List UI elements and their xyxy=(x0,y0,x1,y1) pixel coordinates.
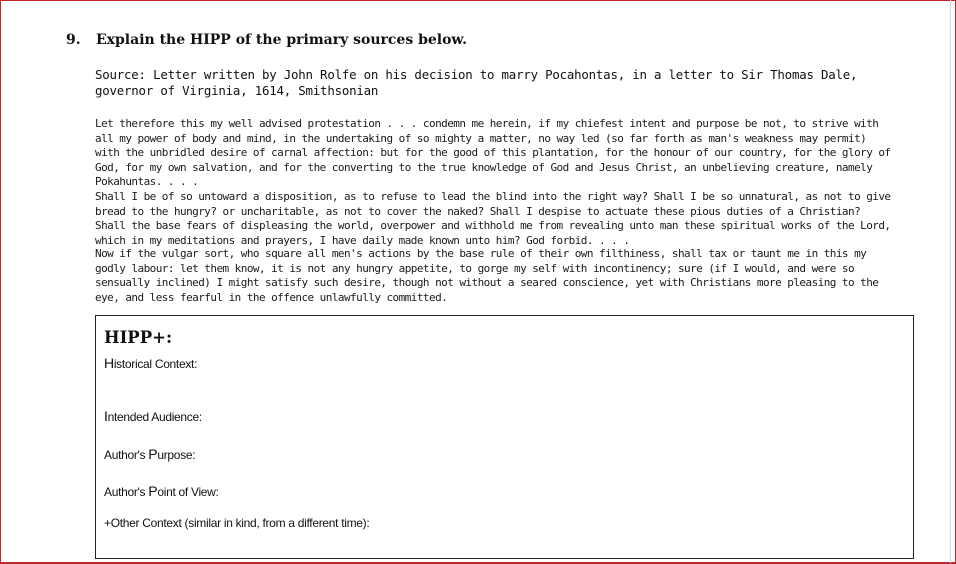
hipp-worksheet-box xyxy=(95,315,914,559)
authors-purpose-field[interactable] xyxy=(104,446,195,462)
purpose-label: urpose: xyxy=(157,448,196,462)
source-citation: Source: Letter written by John Rolfe on his decision to marry Pocahontas, in a letter to Sir Thomas Dale, governor of Virginia, 1614, Smithsonian xyxy=(95,67,858,98)
letter-paragraph-3: Now if the vulgar sort, who square all men's actions by the base rule of their own filthiness, shall tax or taunt me in this my godly labour: let them know, it is not any hungry appetite, to gorge my self with incontinency; sure (if I would, and were so sensually inclined) I might satisfy such desire, though not without a seared conscience, yet with Christians more pleasing to the eye, and less fearful in the offence unlawfully committed. xyxy=(95,247,879,304)
letter-paragraph-1: Let therefore this my well advised protestation . . . condemn me herein, if my chiefest intent and purpose be not, to strive with all my power of body and mind, in the undertaking of so mighty a matter, no way led (so far forth as man's weakness may permit) with the unbridled desire of carnal affection: but for the good of this plantation, for the honour of our country, for the glory of God, for my own salvation, and for the converting to the true knowledge of God and Jesus Christ, an unbelieving creature, namely Pokahuntas. . . . xyxy=(95,117,891,189)
pov-label: oint of View: xyxy=(157,485,219,499)
question-heading xyxy=(66,32,467,48)
hipp-title: HIPP+: xyxy=(104,328,173,347)
pov-prefix: Author's xyxy=(104,485,149,499)
historical-context-field[interactable] xyxy=(104,355,197,371)
question-text: Explain the HIPP of the primary sources below. xyxy=(96,32,467,48)
purpose-prefix: Author's xyxy=(104,448,149,462)
historical-initial: H xyxy=(104,355,114,371)
purpose-initial: P xyxy=(148,446,158,462)
authors-point-of-view-field[interactable] xyxy=(104,483,219,499)
intended-audience-field[interactable] xyxy=(104,408,202,424)
page-edge-divider xyxy=(950,0,951,563)
intended-initial: I xyxy=(104,408,108,424)
question-number: 9. xyxy=(66,32,81,48)
other-context-field[interactable]: +Other Context (similar in kind, from a different time): xyxy=(104,516,370,530)
letter-paragraph-2: Shall I be of so untoward a disposition, as to refuse to lead the blind into the right way? Shall I be so unnatural, as not to give bread to the hungry? or uncharitable, as not to cover the naked? Shall I despise to actuate these pious duties of a Christian? Shall the base fears of displeasing the world, overpower and withhold me from revealing unto man these spiritual works of the Lord, which in my meditations and prayers, I have daily made known unto him? God forbid. . . . xyxy=(95,190,891,247)
intended-label: ntended Audience: xyxy=(107,410,202,424)
historical-label: istorical Context: xyxy=(113,357,198,371)
pov-initial: P xyxy=(148,483,158,499)
